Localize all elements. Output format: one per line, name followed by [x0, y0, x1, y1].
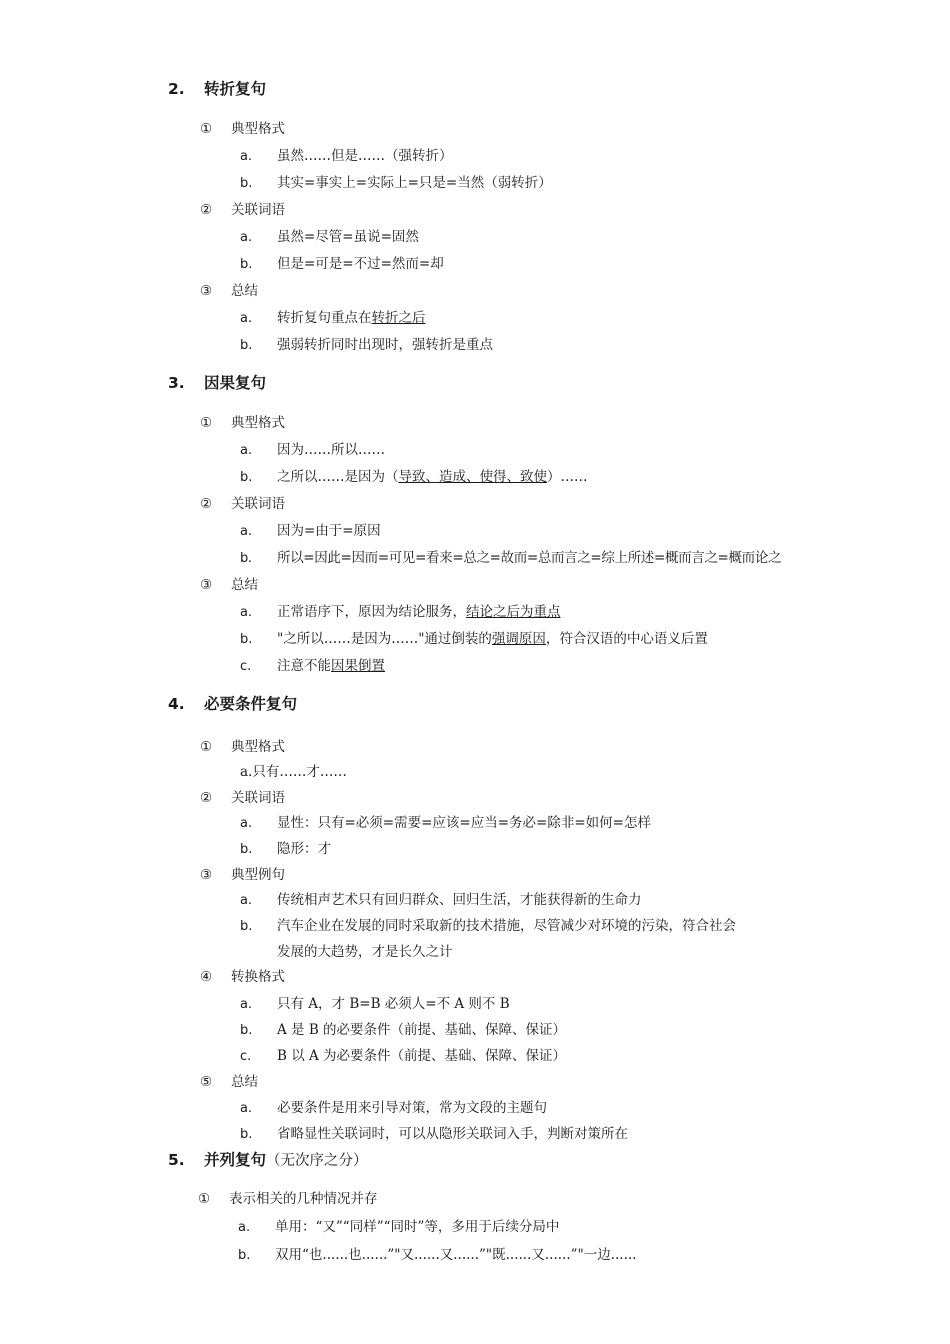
- letter-marker: b.: [240, 551, 252, 566]
- sub-item-text: ，符合汉语的中心语义后置: [545, 631, 708, 647]
- letter-marker: a.: [238, 1220, 251, 1235]
- sub-item-text: 虽然=尽管=虽说=固然: [277, 229, 419, 245]
- sub-item: [238, 1215, 559, 1235]
- list-label: 关联词语: [231, 496, 285, 512]
- section-number: 3.: [168, 374, 185, 392]
- circled-marker: ①: [200, 121, 213, 137]
- letter-marker: b.: [238, 1248, 251, 1263]
- list-label: 关联词语: [231, 202, 285, 218]
- circled-marker: ①: [200, 739, 213, 755]
- sub-item-text: 隐形：才: [277, 841, 331, 857]
- sub-item-text: "之所以……是因为……"通过倒装的: [277, 631, 492, 647]
- sub-item: [240, 811, 651, 831]
- letter-marker: a.: [240, 311, 253, 326]
- sub-item-text: 但是=可是=不过=然而=却: [277, 256, 444, 272]
- section-number: 5.: [168, 1151, 185, 1169]
- section-heading-4: [168, 692, 297, 714]
- underlined-text: 因果倒置: [331, 658, 385, 674]
- list-label: 典型格式: [231, 739, 285, 755]
- circled-marker: ②: [200, 496, 213, 512]
- sub-item: [240, 306, 426, 326]
- letter-marker: b.: [240, 632, 253, 647]
- sub-item: [240, 333, 493, 353]
- sub-item: [240, 438, 385, 458]
- section-heading-2: [168, 77, 266, 99]
- list-label: 典型例句: [231, 867, 285, 883]
- circled-marker: ③: [200, 577, 213, 593]
- list-item: [200, 965, 285, 985]
- circled-marker: ④: [200, 969, 213, 985]
- sub-item-text: 所以=因此=因而=可见=看来=总之=故而=总而言之=综上所述=概而言之=概而论之: [277, 550, 782, 566]
- list-item: [200, 735, 285, 755]
- section-subtitle: （无次序之分）: [266, 1153, 368, 1169]
- list-label: 总结: [231, 1074, 258, 1090]
- underlined-text: 转折之后: [371, 310, 426, 326]
- sub-item-text: a.只有……才……: [240, 764, 347, 780]
- sub-item-text: 虽然……但是……（强转折）: [277, 148, 453, 164]
- list-item: [198, 1187, 378, 1207]
- list-label: 转换格式: [231, 969, 285, 985]
- section-title: 并列复句: [204, 1151, 267, 1169]
- underlined-text: 强调原因: [491, 631, 546, 647]
- sub-item: [240, 171, 552, 191]
- letter-marker: b.: [240, 470, 253, 485]
- letter-marker: a.: [240, 997, 253, 1012]
- letter-marker: a.: [240, 893, 253, 908]
- sub-item-text: 因为……所以……: [277, 442, 385, 458]
- letter-marker: c.: [240, 659, 252, 674]
- list-label: 关联词语: [231, 790, 285, 806]
- sub-item: [240, 1044, 566, 1064]
- letter-marker: a.: [240, 605, 253, 620]
- list-label: 总结: [231, 283, 258, 299]
- sub-item: [240, 600, 561, 620]
- letter-marker: c.: [240, 1049, 252, 1064]
- sub-item-text: 正常语序下，原因为结论服务，: [277, 604, 466, 620]
- sub-item-text: 传统相声艺术只有回归群众、回归生活，才能获得新的生命力: [277, 892, 642, 908]
- section-title: 因果复句: [204, 374, 267, 392]
- letter-marker: a.: [240, 1101, 253, 1116]
- circled-marker: ①: [198, 1191, 211, 1207]
- letter-marker: a.: [240, 149, 253, 164]
- sub-item-text: 注意不能: [277, 658, 331, 674]
- list-item: [200, 411, 285, 431]
- list-item: [200, 117, 285, 137]
- section-number: 4.: [168, 695, 185, 713]
- list-label: 典型格式: [231, 121, 285, 137]
- sub-item: [240, 1018, 566, 1038]
- list-item: [200, 492, 285, 512]
- sub-item-text: 省略显性关联词时，可以从隐形关联词入手，判断对策所在: [277, 1126, 628, 1142]
- letter-marker: b.: [240, 1023, 253, 1038]
- sub-item-text: 单用：“又”“同样”“同时”等，多用于后续分局中: [275, 1219, 560, 1235]
- sub-item: [240, 888, 642, 908]
- sub-item: [240, 1122, 628, 1142]
- list-item: [200, 863, 285, 883]
- sub-item-continuation: 发展的大趋势，才是长久之计: [277, 944, 453, 960]
- letter-marker: a.: [240, 524, 253, 539]
- sub-item: [240, 465, 588, 485]
- sub-item: [240, 1096, 547, 1116]
- letter-marker: b.: [240, 919, 253, 934]
- sub-item-text: 因为=由于=原因: [277, 523, 381, 539]
- sub-item-text: 强弱转折同时出现时，强转折是重点: [277, 337, 493, 353]
- list-item: [200, 279, 258, 299]
- list-label: 典型格式: [231, 415, 285, 431]
- sub-item: [240, 654, 385, 674]
- sub-item-text: 必要条件是用来引导对策，常为文段的主题句: [277, 1100, 547, 1116]
- sub-item-text: 之所以……是因为（: [277, 469, 399, 485]
- sub-item-text: B 以 A 为必要条件（前提、基础、保障、保证）: [277, 1048, 567, 1064]
- section-heading-3: [168, 371, 266, 393]
- sub-item: [240, 992, 510, 1012]
- circled-marker: ②: [200, 202, 213, 218]
- circled-marker: ③: [200, 283, 213, 299]
- list-item: [200, 786, 285, 806]
- letter-marker: b.: [240, 176, 253, 191]
- underlined-text: 结论之后为重点: [466, 604, 561, 620]
- letter-marker: b.: [240, 257, 253, 272]
- letter-marker: a.: [240, 443, 253, 458]
- sub-item-text: A 是 B 的必要条件（前提、基础、保障、保证）: [277, 1022, 567, 1038]
- sub-item: [240, 144, 453, 164]
- letter-marker: b.: [240, 338, 253, 353]
- circled-marker: ③: [200, 867, 213, 883]
- letter-marker: b.: [240, 1127, 253, 1142]
- sub-item: [240, 760, 347, 780]
- section-title: 转折复句: [204, 80, 267, 98]
- sub-item: [240, 546, 781, 566]
- sub-item: [240, 914, 736, 934]
- sub-item: [240, 519, 381, 539]
- list-item: [200, 1070, 258, 1090]
- sub-item-text: 双用“也......也......”"又......又......”"既......又......”"一边......: [275, 1247, 637, 1263]
- circled-marker: ①: [200, 415, 213, 431]
- section-number: 2.: [168, 80, 185, 98]
- section-heading-5: [168, 1148, 368, 1170]
- sub-item-text: 转折复句重点在: [277, 310, 372, 326]
- list-label: 总结: [231, 577, 258, 593]
- sub-item: [240, 837, 331, 857]
- circled-marker: ⑤: [200, 1074, 213, 1090]
- sub-item: [240, 252, 444, 272]
- sub-item-text: 其实=事实上=实际上=只是=当然（弱转折）: [277, 175, 552, 191]
- sub-item-text: 只有 A，才 B=B 必须人=不 A 则不 B: [277, 996, 510, 1012]
- underlined-text: 导致、造成、使得、致使: [398, 469, 547, 485]
- sub-item: [240, 225, 419, 245]
- letter-marker: a.: [240, 816, 253, 831]
- circled-marker: ②: [200, 790, 213, 806]
- list-item: [200, 198, 285, 218]
- letter-marker: b.: [240, 842, 253, 857]
- list-label: 表示相关的几种情况并存: [229, 1191, 378, 1207]
- sub-item-text: 汽车企业在发展的同时采取新的技术措施，尽管减少对环境的污染，符合社会: [277, 918, 736, 934]
- section-title: 必要条件复句: [204, 695, 298, 713]
- sub-item: [240, 627, 708, 647]
- sub-item: [238, 1243, 636, 1263]
- letter-marker: a.: [240, 230, 253, 245]
- sub-item-text: ）……: [547, 469, 588, 485]
- sub-item-text: 显性：只有=必须=需要=应该=应当=务必=除非=如何=怎样: [277, 815, 651, 831]
- list-item: [200, 573, 258, 593]
